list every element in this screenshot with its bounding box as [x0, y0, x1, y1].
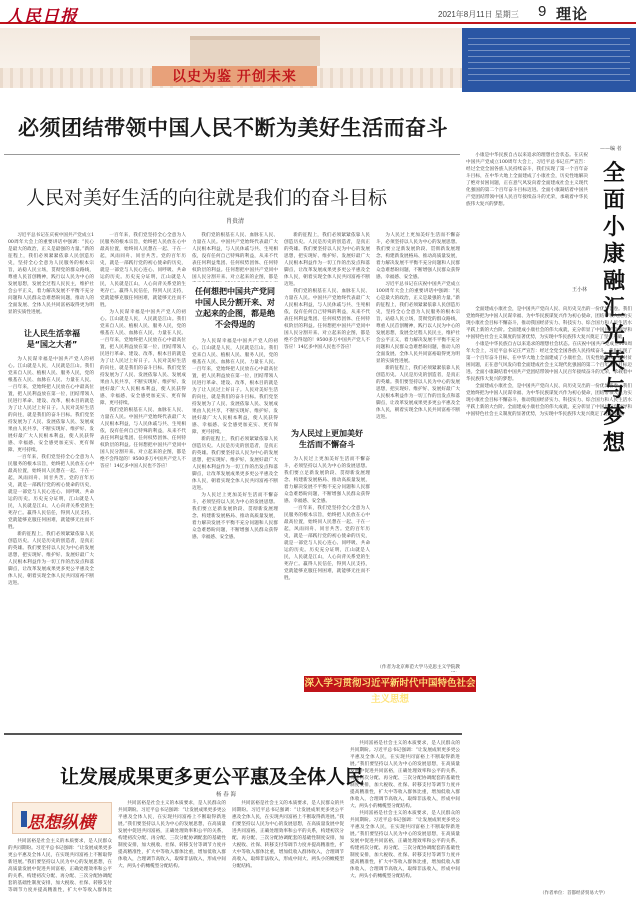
- paragraph: 共同富裕是社会主义的本质要求，是人民群众的共同期盼。习近平总书记强调：“让发展成果更多更公平惠及全体人民，在实现共同富裕上不断取得新进展。”我们要坚持以人民为中心的发展思想，在高质量发展中促进共同富裕，正确处理效率和公平的关系，构建初次分配、再分配、三次分配协调配套的基础性制度安排，加大税收、社保、转移支付等调节力度并提高精准性，扩大中等收入群体比重，增加低收入群体收入，合理调节高收入，取缔非法收入，形成中间大、两头小的橄榄型分配结构。: [118, 801, 226, 869]
- paragraph: 习近平总书记在庆祝中国共产党成立100周年大会上的重要讲话中强调：“民心是最大的政治，正义是最强的力量。”新的征程上，我们必须紧紧依靠人民创造历史，坚持全心全意为人民服务的根本宗旨，站稳人民立场，贯彻党的群众路线，尊重人民首创精神，践行以人民为中心的发展思想，发展全过程人民民主，维护社会公平正义，着力解决发展不平衡不充分问题和人民群众急难愁盼问题，推动人的全面发展、全体人民共同富裕取得更为明显的实质性进展。: [376, 282, 460, 364]
- paragraph: 我们党的根基在人民、血脉在人民、力量在人民。中国共产党始终代表最广大人民根本利益，与人民休戚与共、生死相依，没有任何自己特殊的利益，从来不代表任何利益集团、任何权势团体、任何特权阶层的利益。任何想把中国共产党同中国人民分割开来、对立起来的企图，都是: [192, 233, 278, 280]
- paragraph: 为人民过上更加美好生活而不懈奋斗，必须坚持以人民为中心的发展思想。我们要立足新发展阶段、贯彻新发展理念、构建新发展格局、推动高质量发展，着力解决发展不平衡不充分问题和人民群众急难愁盼问题，不断增强人民群众获得感、幸福感、安全感。: [192, 493, 278, 540]
- series-banner: 深入学习贯彻习近平新时代中国特色社会主义思想: [304, 678, 476, 705]
- issue-date: 2021年8月11日 星期三: [438, 10, 519, 19]
- lower-column-3: [232, 800, 344, 892]
- right-column-text: [466, 152, 588, 302]
- divider: [4, 154, 460, 155]
- article-column-3: [192, 338, 278, 672]
- paragraph: 为人民过上更加美好生活而不懈奋斗，必须坚持以人民为中心的发展思想。我们要立足新发展阶段、贯彻新发展理念、构建新发展格局、推动高质量发展，着力解决发展不平衡不充分问题和人民群众急难愁盼问题，不断增强人民群众获得感、幸福感、安全感。: [376, 233, 460, 280]
- sub-headline: 人民对美好生活的向往就是我们的奋斗目标: [26, 187, 388, 209]
- paragraph: 习近平总书记在庆祝中国共产党成立100周年大会上的重要讲话中强调：“民心是最大的政治，正义是最强的力量。”新的征程上，我们必须紧紧依靠人民创造历史，坚持全心全意为人民服务的根本宗旨，站稳人民立场，贯彻党的群众路线，尊重人民首创精神，践行以人民为中心的发展思想，发展全过程人民民主，维护社会公平正义，着力解决发展不平衡不充分问题和人民群众急难愁盼问题，推动人的全面发展、全体人民共同富裕取得更为明显的实质性进展。: [8, 233, 94, 315]
- great-hall-illustration: [190, 36, 320, 66]
- article-column-3-top: [192, 232, 278, 282]
- paragraph: 为人民谋幸福是中国共产党人的初心。江山就是人民，人民就是江山。我们党来自人民、植根人民、服务人民，党的根基在人民、血脉在人民、力量在人民。一百年来，党始终把人民放在心中最高位置，把人民利益放在第一位，团结带领人民进行革命、建设、改革，根本目的就是为了让人民过上好日子。人民对美好生活的向往，就是我们的奋斗目标。我们党坚持发展为了人民、发展依靠人民、发展成果由人民共享，不断实现好、维护好、发展好最广大人民根本利益，使人民获得感、幸福感、安全感更加充实、更有保障、更可持续。: [100, 310, 186, 406]
- paragraph: 小康是中华民族自古以来追求的理想社会状态。在庆祝中国共产党成立100周年大会上，习近平总书记庄严宣告：经过全党全国各族人民持续奋斗，我们实现了第一个百年奋斗目标，在中华大地上全面建成了小康社会，历史性地解决了绝对贫困问题，正在意气风发向着全面建成社会主义现代化强国的第二个百年奋斗目标迈进。全面小康凝结着中国共产党团结带领中国人民百年接续奋斗的光荣，承载着中华民族伟大复兴的梦想。: [466, 153, 588, 207]
- paragraph: 我们党的根基在人民、血脉在人民、力量在人民。中国共产党始终代表最广大人民根本利益，与人民休戚与共、生死相依，没有任何自己特殊的利益，从来不代表任何利益集团、任何权势团体、任何特权阶层的利益。任何想把中国共产党同中国人民分割开来、对立起来的企图，都是绝不会得逞的！9500多万中国共产党人不答应！14亿多中国人民也不答应！: [284, 289, 370, 350]
- section-name: 理论: [556, 6, 589, 23]
- paragraph: 一百年来，我们党坚持全心全意为人民服务的根本宗旨，始终把人民放在心中最高位置，始终同人民想在一起、干在一起，风雨同舟、同甘共苦。党的百年历史，就是一部践行党的初心使命的历史，就是一部党与人民心连心、同呼吸、共命运的历史。历史充分证明，江山就是人民，人民就是江山，人心向背关系党的生死存亡。赢得人民信任，得到人民支持，党就能够克服任何困难，就能够无往而不胜。: [8, 455, 94, 530]
- paragraph: 共同富裕是社会主义的本质要求，是人民群众的共同期盼。习近平总书记强调：“让发展成果更多更公平惠及全体人民，在实现共同富裕上不断取得新进展。”我们要坚持以人民为中心的发展思想，在高质量发展中促进共同富裕，正确处理效率和公平的关系，构建初次分配、再分配、三次分配协调配套的基础性制度安排，加大税收、社保、转移支付等调节力度并提高精准性，扩大中等收入群体比重，增加低收入群体收入，合理调节高收入，取缔非法收入，形成中间大、两头小的橄榄型分配结构。: [350, 741, 460, 809]
- right-byline: 王小林: [572, 287, 588, 293]
- paragraph: 新的征程上，我们必须紧紧依靠人民创造历史。人民是历史的创造者，是真正的英雄。我们要坚持以人民为中心的发展思想，把实现好、维护好、发展好最广大人民根本利益作为一切工作的出发点和落脚点，让改革发展成果更多更公平惠及全体人民，朝着实现全体人民共同富裕不断迈进。: [192, 437, 278, 491]
- masthead: [0, 0, 636, 27]
- paragraph: 全面建成小康社会，是中国共产党向人民、向历史交出的一份优异答卷。我们党始终把为中国人民谋幸福、为中华民族谋复兴作为初心使命，团结带领人民为实现小康社会目标不懈奋斗，推动我国经济实力、科技实力、综合国力和人民生活水平跃上新的大台阶。全面建成小康社会的伟大成就，充分彰显了中国共产党领导和中国特色社会主义制度的显著优势，为实现中华民族伟大复兴奠定了坚实基础。: [466, 307, 632, 340]
- section-subhead: 让人民生活幸福是“国之大者”: [24, 329, 80, 349]
- section-subhead: 为人民过上更加美好生活而不懈奋斗: [291, 429, 363, 449]
- paragraph: 为人民谋幸福是中国共产党人的初心。江山就是人民，人民就是江山。我们党来自人民、植根人民、服务人民，党的根基在人民、血脉在人民、力量在人民。一百年来，党始终把人民放在心中最高位置，把人民利益放在第一位，团结带领人民进行革命、建设、改革，根本目的就是为了让人民过上好日子。人民对美好生活的向往，就是我们的奋斗目标。我们党坚持发展为了人民、发展依靠人民、发展成果由人民共享，不断实现好、维护好、发展好最广大人民根本利益，使人民获得感、幸福感、安全感更加充实、更有保障、更可持续。: [8, 357, 94, 453]
- paragraph: 共同富裕是社会主义的本质要求，是人民群众的共同期盼。习近平总书记强调：“让发展成果更多更公平惠及全体人民，在实现共同富裕上不断取得新进展。”我们要坚持以人民为中心的发展思想，在高质量发展中促进共同富裕，正确处理效率和公平的关系，构建初次分配、再分配、三次分配协调配套的基础性制度安排，加大税收、社保、转移支付等调节力度并提高精准性，扩大中等收入群体比重，增加低收入群体收入，合理调节高收入，取缔非法收入，形成中间大、两头小的橄榄型分配结构。: [232, 801, 344, 869]
- banner-title: 以史为鉴 开创未来: [152, 66, 317, 86]
- paragraph: 为人民过上更加美好生活而不懈奋斗，必须坚持以人民为中心的发展思想。我们要立足新发展阶段、贯彻新发展理念、构建新发展格局、推动高质量发展，着力解决发展不平衡不充分问题和人民群众急难愁盼问题，不断增强人民群众获得感、幸福感、安全感。: [284, 457, 370, 504]
- article-column-5: [376, 232, 460, 672]
- paragraph: 为人民谋幸福是中国共产党人的初心。江山就是人民，人民就是江山。我们党来自人民、植根人民、服务人民，党的根基在人民、血脉在人民、力量在人民。一百年来，党始终把人民放在心中最高位置，把人民利益放在第一位，团结带领人民进行革命、建设、改革，根本目的就是为了让人民过上好日子。人民对美好生活的向往，就是我们的奋斗目标。我们党坚持发展为了人民、发展依靠人民、发展成果由人民共享，不断实现好、维护好、发展好最广大人民根本利益，使人民获得感、幸福感、安全感更加充实、更有保障、更可持续。: [192, 339, 278, 435]
- lower-column-1: [8, 838, 112, 892]
- editor-signature: ——编 者: [600, 146, 622, 152]
- article-column-1b: [8, 356, 94, 730]
- paragraph: 新的征程上，我们必须紧紧依靠人民创造历史。人民是历史的创造者，是真正的英雄。我们要坚持以人民为中心的发展思想，把实现好、维护好、发展好最广大人民根本利益作为一切工作的出发点和落脚点，让改革发展成果更多更公平惠及全体人民，朝着实现全体人民共同富裕不断迈进。: [284, 233, 370, 287]
- main-headline: 必须团结带领中国人民不断为美好生活而奋斗: [18, 116, 448, 140]
- author-note: （作者为北京师范大学马克思主义学院教: [377, 665, 460, 670]
- paragraph: 一百年来，我们党坚持全心全意为人民服务的根本宗旨，始终把人民放在心中最高位置，始终同人民想在一起、干在一起，风雨同舟、同甘共苦。党的百年历史，就是一部践行党的初心使命的历史，就是一部党与人民心连心、同呼吸、共命运的历史。历史充分证明，江山就是人民，人民就是江山，人心向背关系党的生死存亡。赢得人民信任，得到人民支持，党就能够克服任何困难，就能够无往而不胜。: [284, 506, 370, 581]
- paragraph: 小康是中华民族自古以来追求的理想社会状态。在庆祝中国共产党成立100周年大会上，习近平总书记庄严宣告：经过全党全国各族人民持续奋斗，我们实现了第一个百年奋斗目标，在中华大地上全面建成了小康社会，历史性地解决了绝对贫困问题，正在意气风发向着全面建成社会主义现代化强国的第二个百年奋斗目标迈进。全面小康凝结着中国共产党团结带领中国人民百年接续奋斗的光荣，承载着中华民族伟大复兴的梦想。: [466, 342, 632, 382]
- paragraph: 新的征程上，我们必须紧紧依靠人民创造历史。人民是历史的创造者，是真正的英雄。我们要坚持以人民为中心的发展思想，把实现好、维护好、发展好最广大人民根本利益作为一切工作的出发点和落脚点，让改革发展成果更多更公平惠及全体人民，朝着实现全体人民共同富裕不断迈进。: [8, 532, 94, 586]
- paragraph: 新的征程上，我们必须紧紧依靠人民创造历史。人民是历史的创造者，是真正的英雄。我们要坚持以人民为中心的发展思想，把实现好、维护好、发展好最广大人民根本利益作为一切工作的出发点和落脚点，让改革发展成果更多更公平惠及全体人民，朝着实现全体人民共同富裕不断迈进。: [376, 366, 460, 420]
- newspaper-logo: 人民日报: [6, 7, 78, 27]
- right-column-text-2: [466, 306, 632, 886]
- right-header-image: [462, 28, 636, 92]
- paragraph: 我们党的根基在人民、血脉在人民、力量在人民。中国共产党始终代表最广大人民根本利益，与人民休戚与共、生死相依，没有任何自己特殊的利益，从来不代表任何利益集团、任何权势团体、任何特权阶层的利益。任何想把中国共产党同中国人民分割开来、对立起来的企图，都是绝不会得逞的！9500多万中国共产党人不答应！14亿多中国人民也不答应！: [100, 408, 186, 469]
- article-column-4: [284, 232, 370, 422]
- lower-column-2: [118, 800, 226, 892]
- right-vertical-headline: 全面小康融汇光荣与梦想: [602, 161, 625, 456]
- paragraph: 全面建成小康社会，是中国共产党向人民、向历史交出的一份优异答卷。我们党始终把为中国人民谋幸福、为中华民族谋复兴作为初心使命，团结带领人民为实现小康社会目标不懈奋斗，推动我国经济实力、科技实力、综合国力和人民生活水平跃上新的大台阶。全面建成小康社会的伟大成就，充分彰显了中国共产党领导和中国特色社会主义制度的显著优势，为实现中华民族伟大复兴奠定了坚实基础。: [466, 384, 632, 417]
- lower-byline: 杨 春 海: [216, 792, 236, 798]
- article-column-4b: [284, 456, 370, 672]
- editor-note-text-block: [468, 38, 630, 82]
- lower-column-4: [350, 740, 460, 892]
- article-column-1: [8, 232, 94, 324]
- lower-author-note: （作者单位：首都经济贸易大学）: [540, 891, 608, 896]
- page-number: 9: [538, 3, 547, 20]
- paragraph: 共同富裕是社会主义的本质要求，是人民群众的共同期盼。习近平总书记强调：“让发展成果更多更公平惠及全体人民，在实现共同富裕上不断取得新进展。”我们要坚持以人民为中心的发展思想，在高质量发展中促进共同富裕，正确处理效率和公平的关系，构建初次分配、再分配、三次分配协调配套的基础性制度安排，加大税收、社保、转移支付等调节力度并提高精准性，扩大中等收入群体比: [8, 839, 112, 892]
- main-byline: 肖贵清: [226, 218, 245, 225]
- lower-headline: 让发展成果更多更公平惠及全体人民: [60, 766, 365, 788]
- section-subhead: 任何想把中国共产党同中国人民分割开来、对立起来的企图，都是绝不会得逞的: [195, 287, 275, 329]
- article-column-2: [100, 232, 186, 730]
- divider: [4, 733, 462, 735]
- column-badge-label: 思想纵横: [27, 813, 95, 833]
- column-badge: [12, 802, 112, 834]
- paragraph: 共同富裕是社会主义的本质要求，是人民群众的共同期盼。习近平总书记强调：“让发展成果更多更公平惠及全体人民，在实现共同富裕上不断取得新进展。”我们要坚持以人民为中心的发展思想，在高质量发展中促进共同富裕，正确处理效率和公平的关系，构建初次分配、再分配、三次分配协调配套的基础性制度安排，加大税收、社保、转移支付等调节力度并提高精准性，扩大中等收入群体比重，增加低收入群体收入，合理调节高收入，取缔非法收入，形成中间大、两头小的橄榄型分配结构。: [350, 811, 460, 879]
- paragraph: 一百年来，我们党坚持全心全意为人民服务的根本宗旨，始终把人民放在心中最高位置，始终同人民想在一起、干在一起，风雨同舟、同甘共苦。党的百年历史，就是一部践行党的初心使命的历史，就是一部党与人民心连心、同呼吸、共命运的历史。历史充分证明，江山就是人民，人民就是江山，人心向背关系党的生死存亡。赢得人民信任，得到人民支持，党就能够克服任何困难，就能够无往而不胜。: [100, 233, 186, 308]
